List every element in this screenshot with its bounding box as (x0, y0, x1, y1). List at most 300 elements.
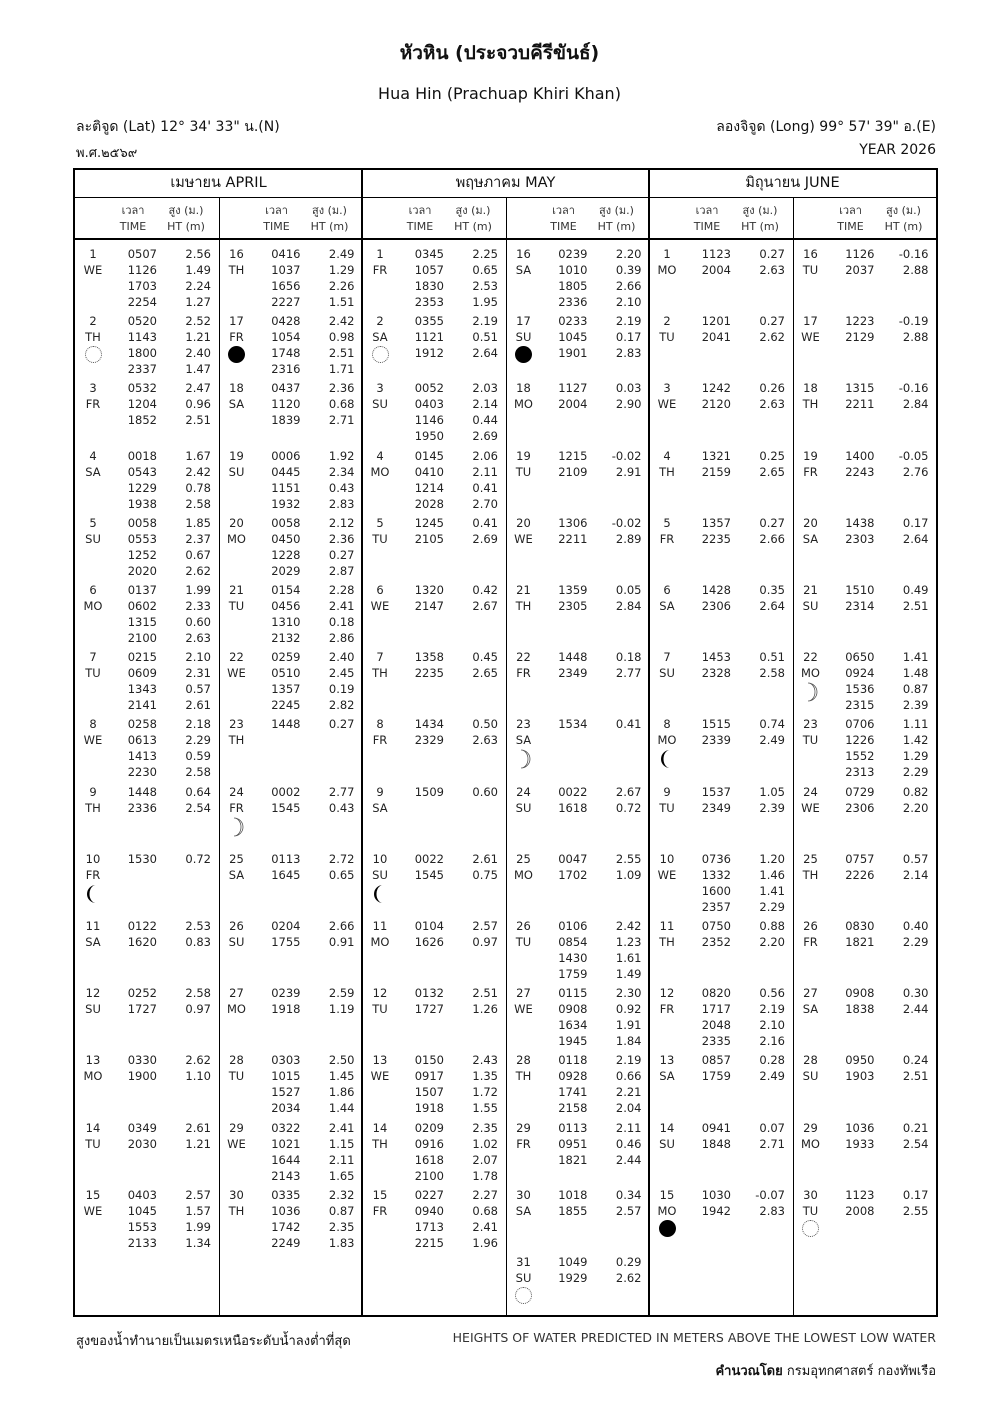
tide-time: 1214 (414, 480, 444, 495)
tide-time: 0303 (271, 1053, 301, 1068)
tide-time: 0520 (127, 314, 157, 329)
half-divider (793, 197, 794, 1315)
height-list (735, 1052, 785, 1084)
time-list (683, 582, 731, 614)
height-list (448, 1120, 498, 1184)
day-number: 10 (372, 851, 388, 866)
weekday: SA (802, 531, 819, 546)
weekday: FR (85, 867, 101, 882)
day-cell (510, 1254, 538, 1304)
tide-height: 2.67 (472, 599, 498, 613)
tide-height: 0.68 (328, 397, 355, 412)
tide-height: 0.96 (185, 397, 211, 412)
day-cell (510, 380, 538, 412)
time-list (109, 246, 157, 310)
day-number: 1 (376, 247, 384, 261)
time-list (396, 582, 444, 614)
tide-time: 1634 (558, 1018, 588, 1033)
day-number: 25 (516, 851, 531, 866)
tide-height: 2.62 (759, 330, 785, 345)
tide-height: 1.72 (472, 1085, 498, 1100)
time-list (540, 313, 588, 361)
day-number: 28 (229, 1053, 244, 1068)
tide-time: 2336 (127, 800, 157, 815)
time-list (827, 716, 875, 780)
time-list (540, 784, 588, 816)
tide-time: 1545 (414, 867, 444, 882)
tide-height: 2.39 (759, 800, 785, 815)
day-cell (653, 918, 681, 950)
time-list (683, 515, 731, 547)
tide-time: 1438 (845, 515, 875, 530)
day-cell (797, 784, 825, 816)
tide-height: 2.29 (902, 935, 929, 949)
tide-time: 2028 (414, 496, 444, 511)
height-list (735, 716, 785, 748)
tide-time: 0941 (701, 1120, 731, 1135)
time-list (827, 380, 875, 412)
tide-time: 1748 (271, 346, 301, 361)
time-list (253, 448, 301, 512)
day-number: 13 (659, 1053, 675, 1068)
tide-time: 0450 (271, 531, 301, 546)
tide-height: 1.83 (328, 1235, 355, 1250)
day-cell (653, 582, 681, 614)
tide-time: 2306 (845, 800, 875, 815)
height-list (879, 448, 929, 480)
time-list (683, 1187, 731, 1219)
time-list (827, 985, 875, 1017)
tide-time: 0002 (271, 784, 301, 799)
day-cell (79, 918, 107, 950)
time-list (540, 649, 588, 681)
time-list (683, 448, 731, 480)
tide-time: 2336 (558, 295, 588, 309)
tide-height: 2.25 (472, 247, 498, 261)
time-list (396, 246, 444, 310)
day-number: 1 (663, 247, 671, 261)
time-list (540, 1187, 588, 1219)
time-list (109, 918, 157, 950)
tide-time: 2041 (701, 330, 731, 345)
tide-time: 1057 (414, 263, 444, 277)
tide-height: 2.52 (185, 314, 211, 329)
tide-time: 0006 (271, 448, 301, 463)
day-cell (79, 582, 107, 614)
weekday: TU (372, 1002, 388, 1017)
day-number: 28 (803, 1053, 818, 1068)
tide-time: 0018 (127, 448, 157, 463)
tide-time: 1037 (271, 263, 301, 277)
col-label-ht: HT (m) (167, 220, 205, 233)
day-number: 2 (663, 314, 671, 329)
tide-time: 1413 (127, 749, 157, 764)
tide-time: 1933 (845, 1136, 875, 1151)
height-list (448, 246, 498, 310)
tide-height: 2.30 (615, 986, 642, 1001)
tide-height: 2.77 (328, 784, 355, 799)
day-number: 7 (376, 650, 384, 665)
weekday: TU (802, 1203, 819, 1218)
last-quarter-moon-icon (82, 883, 104, 905)
tide-time: 2211 (845, 397, 875, 412)
tide-time: 1310 (271, 615, 301, 629)
height-list (592, 784, 642, 816)
tide-time: 1315 (127, 615, 157, 629)
tide-height: 1.85 (185, 515, 211, 530)
height-list (448, 1187, 498, 1251)
tide-time: 2105 (414, 531, 444, 546)
day-cell (223, 515, 251, 547)
time-list (540, 716, 588, 732)
tide-height: 2.10 (759, 1018, 785, 1033)
tide-time: 1123 (701, 247, 731, 261)
tide-height: 2.04 (615, 1101, 642, 1116)
tide-height: 1.84 (615, 1034, 642, 1049)
height-list (305, 1120, 355, 1184)
tide-height: 0.24 (902, 1053, 929, 1068)
day-cell (223, 716, 251, 748)
tide-time: 0215 (127, 650, 157, 665)
day-cell (510, 1052, 538, 1084)
weekday: MO (657, 263, 677, 277)
day-number: 11 (372, 919, 388, 933)
tide-height: 1.78 (472, 1168, 498, 1183)
day-number: 4 (89, 448, 97, 463)
tide-time: 2254 (127, 295, 157, 309)
tide-time: 0830 (845, 919, 875, 933)
height-list (305, 313, 355, 377)
day-number: 10 (659, 851, 675, 866)
day-number: 18 (803, 381, 818, 396)
tide-height: 2.91 (615, 464, 642, 479)
tide-time: 1805 (558, 279, 588, 293)
tide-height: 0.43 (328, 800, 355, 815)
weekday: WE (801, 330, 820, 345)
tide-height: 2.32 (328, 1187, 355, 1202)
tide-height: 2.64 (902, 531, 929, 546)
weekday: TU (659, 330, 675, 345)
weekday: SA (515, 263, 532, 277)
tide-time: 1903 (845, 1069, 875, 1084)
tide-height: 2.20 (759, 935, 785, 949)
first-quarter-moon-icon (513, 748, 535, 770)
tide-height: 0.65 (472, 263, 498, 277)
tide-height: 2.63 (759, 263, 785, 277)
tide-time: 1821 (845, 935, 875, 949)
tide-time: 1929 (558, 1271, 588, 1285)
tide-height: 2.66 (759, 531, 785, 546)
height-list (735, 515, 785, 547)
title-english: Hua Hin (Prachuap Khiri Khan) (378, 84, 621, 103)
height-list (448, 985, 498, 1017)
day-cell (79, 985, 107, 1017)
weekday: MO (801, 666, 820, 681)
weekday: TU (372, 531, 388, 546)
tide-time: 1018 (558, 1187, 588, 1202)
tide-time: 0137 (127, 583, 157, 597)
time-list (827, 1187, 875, 1219)
height-list (161, 582, 211, 646)
time-list (396, 448, 444, 512)
tide-height: 2.35 (328, 1219, 355, 1234)
col-label-time: TIME (693, 220, 721, 233)
weekday: TH (228, 263, 245, 277)
tide-time: 1727 (414, 1002, 444, 1017)
tide-height: 2.64 (759, 599, 785, 613)
tide-height: 0.87 (328, 1203, 355, 1218)
time-list (827, 918, 875, 950)
day-cell (797, 380, 825, 412)
weekday: TU (515, 935, 532, 949)
weekday: SA (228, 867, 245, 882)
weekday: MO (514, 867, 533, 882)
tide-time: 1123 (845, 1187, 875, 1202)
day-cell (653, 985, 681, 1017)
height-list (879, 1187, 929, 1219)
tide-height: 2.82 (328, 698, 355, 713)
weekday: WE (83, 733, 103, 748)
day-number: 21 (229, 583, 244, 597)
tide-height: 1.21 (185, 1136, 211, 1151)
tide-time: 1600 (701, 883, 731, 898)
tide-height: 0.27 (759, 515, 785, 530)
height-list (305, 985, 355, 1017)
tide-time: 2227 (271, 295, 301, 309)
height-list (735, 784, 785, 816)
full-moon-icon (515, 1287, 532, 1304)
tide-time: 2315 (845, 698, 875, 713)
tide-height: 2.42 (328, 314, 355, 329)
height-list (305, 1052, 355, 1116)
day-cell (223, 918, 251, 950)
day-number: 16 (516, 247, 531, 261)
tide-height: 2.77 (615, 666, 642, 681)
day-cell (510, 448, 538, 480)
tide-height: 0.27 (759, 247, 785, 261)
tide-time: 1126 (127, 263, 157, 277)
weekday: SA (515, 1203, 532, 1218)
tide-height: 2.53 (185, 919, 211, 933)
day-number: 27 (229, 986, 244, 1001)
tide-time: 0052 (414, 381, 444, 396)
tide-time: 0437 (271, 381, 301, 396)
tide-height: 2.51 (185, 413, 211, 428)
tide-time: 1358 (414, 650, 444, 665)
height-list (161, 1052, 211, 1084)
tide-height: 1.96 (472, 1235, 498, 1250)
weekday: FR (516, 666, 531, 681)
tide-height: 1.45 (328, 1069, 355, 1084)
time-list (253, 1187, 301, 1251)
tide-time: 1146 (414, 413, 444, 428)
tide-time: 0058 (271, 515, 301, 530)
height-list (735, 582, 785, 614)
weekday: SU (85, 1002, 101, 1017)
tide-time: 2147 (414, 599, 444, 613)
weekday: SU (372, 397, 388, 412)
height-list (592, 380, 642, 412)
time-list (109, 716, 157, 780)
height-list (161, 649, 211, 713)
day-cell (366, 1187, 394, 1219)
weekday: SA (85, 464, 101, 479)
day-number: 8 (89, 717, 97, 732)
day-number: 2 (376, 314, 384, 329)
tide-time: 0227 (414, 1187, 444, 1202)
tide-height: 2.61 (185, 698, 211, 713)
weekday: WE (227, 1136, 246, 1151)
tide-time: 0145 (414, 448, 444, 463)
latitude: ละติจูด (Lat) 12° 34' 33" น.(N) (76, 119, 280, 135)
weekday: SU (372, 867, 388, 882)
day-number: 9 (89, 784, 97, 799)
tide-height: -0.02 (611, 448, 642, 463)
tide-time: 1800 (127, 346, 157, 361)
tide-height: 0.59 (185, 749, 211, 764)
tide-time: 1759 (701, 1069, 731, 1084)
tide-time: 2034 (271, 1101, 301, 1116)
tide-time: 2313 (845, 765, 875, 780)
day-cell (366, 784, 394, 816)
day-number: 20 (229, 515, 244, 530)
tide-time: 1755 (271, 935, 301, 949)
day-number: 25 (229, 851, 244, 866)
tide-time: 2048 (701, 1018, 731, 1033)
tide-time: 0924 (845, 666, 875, 681)
tide-height: 2.63 (472, 733, 498, 748)
time-list (540, 918, 588, 982)
time-list (253, 1052, 301, 1116)
tide-time: 0233 (558, 314, 588, 329)
time-list (827, 851, 875, 883)
day-number: 19 (803, 448, 818, 463)
col-label-ht: HT (m) (310, 220, 349, 233)
tide-height: 0.68 (472, 1203, 498, 1218)
time-list (827, 582, 875, 614)
day-cell (653, 716, 681, 770)
height-list (592, 716, 642, 732)
day-cell (79, 649, 107, 681)
tide-height: 0.27 (328, 717, 355, 732)
tide-height: 2.34 (328, 464, 355, 479)
tide-time: 0857 (701, 1053, 731, 1068)
tide-time: 1510 (845, 583, 875, 597)
tide-height: 2.87 (328, 563, 355, 578)
day-number: 24 (803, 784, 818, 799)
time-list (396, 985, 444, 1017)
tide-height: 0.05 (615, 583, 642, 597)
height-list (448, 1052, 498, 1116)
tide-time: 1620 (127, 935, 157, 949)
tide-height: 2.53 (472, 279, 498, 293)
time-list (683, 784, 731, 816)
height-list (879, 582, 929, 614)
day-cell (366, 649, 394, 681)
day-number: 15 (372, 1187, 388, 1202)
tide-height: 0.42 (472, 583, 498, 597)
height-list (879, 1052, 929, 1084)
tide-time: 2305 (558, 599, 588, 613)
tide-time: 1151 (271, 480, 301, 495)
tide-height: 1.44 (328, 1101, 355, 1116)
day-cell (797, 448, 825, 480)
month-divider (361, 170, 363, 1315)
day-number: 23 (516, 717, 531, 732)
tide-height: 2.89 (615, 531, 642, 546)
year: YEAR 2026 (859, 142, 936, 158)
weekday: TU (85, 666, 101, 681)
height-list (592, 1254, 642, 1286)
tide-height: 1.65 (328, 1168, 355, 1183)
day-cell (653, 649, 681, 681)
tide-time: 0729 (845, 784, 875, 799)
tide-time: 0736 (701, 851, 731, 866)
tide-time: 1143 (127, 330, 157, 345)
day-cell (510, 985, 538, 1017)
height-list (879, 380, 929, 412)
tide-height: 2.45 (328, 666, 355, 681)
weekday: WE (657, 867, 677, 882)
day-number: 29 (229, 1120, 244, 1135)
time-list (253, 985, 301, 1017)
tide-height: 2.57 (185, 1187, 211, 1202)
tide-height: 2.55 (615, 851, 642, 866)
tide-time: 2249 (271, 1235, 301, 1250)
tide-height: 0.41 (472, 515, 498, 530)
day-cell (79, 380, 107, 412)
time-list (253, 582, 301, 646)
height-list (592, 649, 642, 681)
tide-time: 2029 (271, 563, 301, 578)
height-list (448, 380, 498, 444)
weekday: TH (659, 464, 675, 479)
credit-label: คำนวณโดย (715, 1364, 783, 1379)
month-header: พฤษภาคม MAY (455, 175, 556, 191)
tide-height: 2.10 (615, 295, 642, 309)
height-list (161, 918, 211, 950)
tide-height: 0.41 (615, 717, 642, 732)
tide-height: 2.67 (615, 784, 642, 799)
day-number: 7 (663, 650, 671, 665)
tide-height: 0.40 (902, 919, 929, 933)
tide-height: 2.40 (328, 650, 355, 665)
tide-height: 1.86 (328, 1085, 355, 1100)
day-cell (223, 380, 251, 412)
day-number: 5 (89, 515, 97, 530)
tide-height: 2.40 (185, 346, 211, 361)
day-number: 11 (85, 919, 101, 933)
tide-height: 0.92 (615, 1002, 642, 1017)
tide-height: 2.63 (185, 631, 211, 645)
tide-height: 2.29 (185, 733, 211, 748)
day-cell (366, 582, 394, 614)
col-label-time: TIME (837, 220, 864, 233)
tide-time: 2243 (845, 464, 875, 479)
tide-height: 1.48 (902, 666, 929, 681)
tide-time: 1702 (558, 867, 588, 882)
time-list (540, 985, 588, 1049)
tide-height: 1.10 (185, 1069, 211, 1084)
tide-height: 0.67 (185, 547, 211, 562)
time-list (109, 784, 157, 816)
tide-height: 2.18 (185, 717, 211, 732)
tide-time: 1223 (845, 314, 875, 329)
height-list (448, 649, 498, 681)
day-cell (797, 716, 825, 748)
tide-time: 1717 (701, 1002, 731, 1017)
col-label-ht: HT (m) (884, 220, 923, 233)
